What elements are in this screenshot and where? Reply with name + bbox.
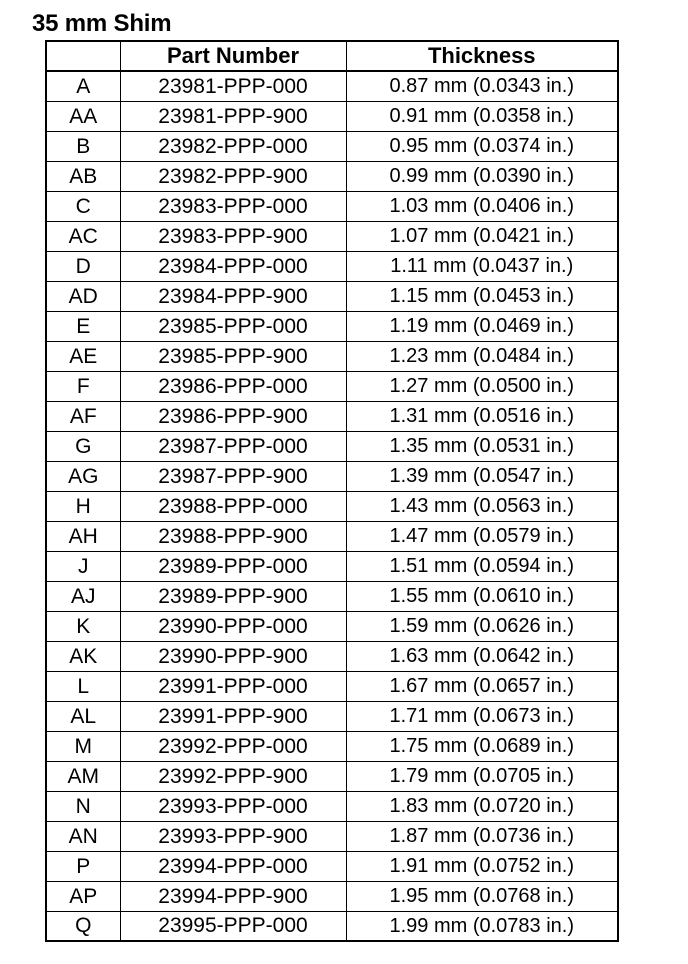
cell-code: AH [46,522,120,552]
cell-code: M [46,732,120,762]
cell-thickness: 1.95 mm (0.0768 in.) [346,882,618,912]
cell-part-number: 23985-PPP-900 [120,342,346,372]
cell-code: AL [46,702,120,732]
cell-thickness: 1.39 mm (0.0547 in.) [346,462,618,492]
cell-part-number: 23992-PPP-000 [120,732,346,762]
cell-code: AF [46,402,120,432]
cell-part-number: 23983-PPP-900 [120,222,346,252]
table-row [46,372,618,402]
cell-part-number: 23994-PPP-900 [120,882,346,912]
cell-thickness: 1.91 mm (0.0752 in.) [346,852,618,882]
cell-thickness: 1.67 mm (0.0657 in.) [346,672,618,702]
cell-thickness: 1.27 mm (0.0500 in.) [346,372,618,402]
cell-part-number: 23984-PPP-900 [120,282,346,312]
cell-part-number: 23993-PPP-900 [120,822,346,852]
cell-thickness: 1.79 mm (0.0705 in.) [346,762,618,792]
table-row [46,492,618,522]
cell-code: N [46,792,120,822]
cell-code: AA [46,102,120,132]
cell-part-number: 23983-PPP-000 [120,192,346,222]
table-row [46,582,618,612]
cell-part-number: 23989-PPP-900 [120,582,346,612]
cell-code: J [46,552,120,582]
cell-part-number: 23988-PPP-900 [120,522,346,552]
cell-part-number: 23987-PPP-900 [120,462,346,492]
cell-part-number: 23986-PPP-000 [120,372,346,402]
cell-code: AC [46,222,120,252]
cell-code: AP [46,882,120,912]
cell-part-number: 23990-PPP-900 [120,642,346,672]
table-row [46,312,618,342]
cell-part-number: 23985-PPP-000 [120,312,346,342]
cell-thickness: 1.11 mm (0.0437 in.) [346,252,618,282]
table-row [46,162,618,192]
table-row [46,192,618,222]
cell-part-number: 23981-PPP-000 [120,71,346,102]
cell-code: P [46,852,120,882]
table-row [46,612,618,642]
table-row [46,852,618,882]
cell-part-number: 23993-PPP-000 [120,792,346,822]
cell-code: AM [46,762,120,792]
cell-code: AG [46,462,120,492]
table-row [46,252,618,282]
cell-thickness: 0.87 mm (0.0343 in.) [346,71,618,102]
cell-code: Q [46,912,120,942]
cell-part-number: 23987-PPP-000 [120,432,346,462]
table-row [46,71,618,102]
table-row [46,912,618,942]
cell-part-number: 23992-PPP-900 [120,762,346,792]
cell-code: K [46,612,120,642]
cell-thickness: 0.99 mm (0.0390 in.) [346,162,618,192]
cell-thickness: 1.15 mm (0.0453 in.) [346,282,618,312]
cell-thickness: 1.03 mm (0.0406 in.) [346,192,618,222]
cell-thickness: 1.59 mm (0.0626 in.) [346,612,618,642]
cell-code: E [46,312,120,342]
cell-code: B [46,132,120,162]
table-header-row [46,41,618,71]
table-row [46,132,618,162]
cell-code: L [46,672,120,702]
cell-thickness: 1.43 mm (0.0563 in.) [346,492,618,522]
cell-thickness: 1.83 mm (0.0720 in.) [346,792,618,822]
table-row [46,102,618,132]
table-row [46,222,618,252]
table-row [46,822,618,852]
cell-code: AK [46,642,120,672]
cell-part-number: 23991-PPP-900 [120,702,346,732]
cell-thickness: 1.63 mm (0.0642 in.) [346,642,618,672]
cell-thickness: 1.35 mm (0.0531 in.) [346,432,618,462]
table-row [46,432,618,462]
cell-code: AD [46,282,120,312]
cell-part-number: 23986-PPP-900 [120,402,346,432]
cell-thickness: 1.19 mm (0.0469 in.) [346,312,618,342]
header-code [46,41,120,71]
cell-part-number: 23995-PPP-000 [120,912,346,942]
cell-thickness: 1.55 mm (0.0610 in.) [346,582,618,612]
cell-thickness: 1.31 mm (0.0516 in.) [346,402,618,432]
table-row [46,672,618,702]
cell-part-number: 23991-PPP-000 [120,672,346,702]
header-part-number: Part Number [120,41,346,71]
table-row [46,732,618,762]
table-row [46,462,618,492]
cell-code: C [46,192,120,222]
cell-part-number: 23981-PPP-900 [120,102,346,132]
cell-code: A [46,71,120,102]
table-row [46,522,618,552]
cell-code: G [46,432,120,462]
cell-code: F [46,372,120,402]
cell-part-number: 23990-PPP-000 [120,612,346,642]
table-row [46,402,618,432]
table-body [46,71,618,941]
table-row [46,882,618,912]
table-row [46,702,618,732]
table-row [46,762,618,792]
cell-thickness: 0.95 mm (0.0374 in.) [346,132,618,162]
cell-code: D [46,252,120,282]
cell-part-number: 23982-PPP-000 [120,132,346,162]
cell-code: H [46,492,120,522]
cell-thickness: 1.75 mm (0.0689 in.) [346,732,618,762]
table-row [46,642,618,672]
cell-thickness: 1.47 mm (0.0579 in.) [346,522,618,552]
cell-code: AB [46,162,120,192]
cell-thickness: 1.99 mm (0.0783 in.) [346,912,618,942]
table-row [46,282,618,312]
shim-table [45,40,619,942]
cell-part-number: 23994-PPP-000 [120,852,346,882]
cell-thickness: 1.51 mm (0.0594 in.) [346,552,618,582]
cell-thickness: 1.07 mm (0.0421 in.) [346,222,618,252]
cell-code: AN [46,822,120,852]
cell-part-number: 23989-PPP-000 [120,552,346,582]
cell-code: AJ [46,582,120,612]
page-title: 35 mm Shim [32,10,172,37]
table-row [46,792,618,822]
cell-code: AE [46,342,120,372]
table-row [46,342,618,372]
cell-thickness: 1.87 mm (0.0736 in.) [346,822,618,852]
cell-part-number: 23988-PPP-000 [120,492,346,522]
cell-part-number: 23982-PPP-900 [120,162,346,192]
cell-thickness: 1.23 mm (0.0484 in.) [346,342,618,372]
cell-thickness: 0.91 mm (0.0358 in.) [346,102,618,132]
header-thickness: Thickness [346,41,618,71]
cell-part-number: 23984-PPP-000 [120,252,346,282]
table-row [46,552,618,582]
cell-thickness: 1.71 mm (0.0673 in.) [346,702,618,732]
